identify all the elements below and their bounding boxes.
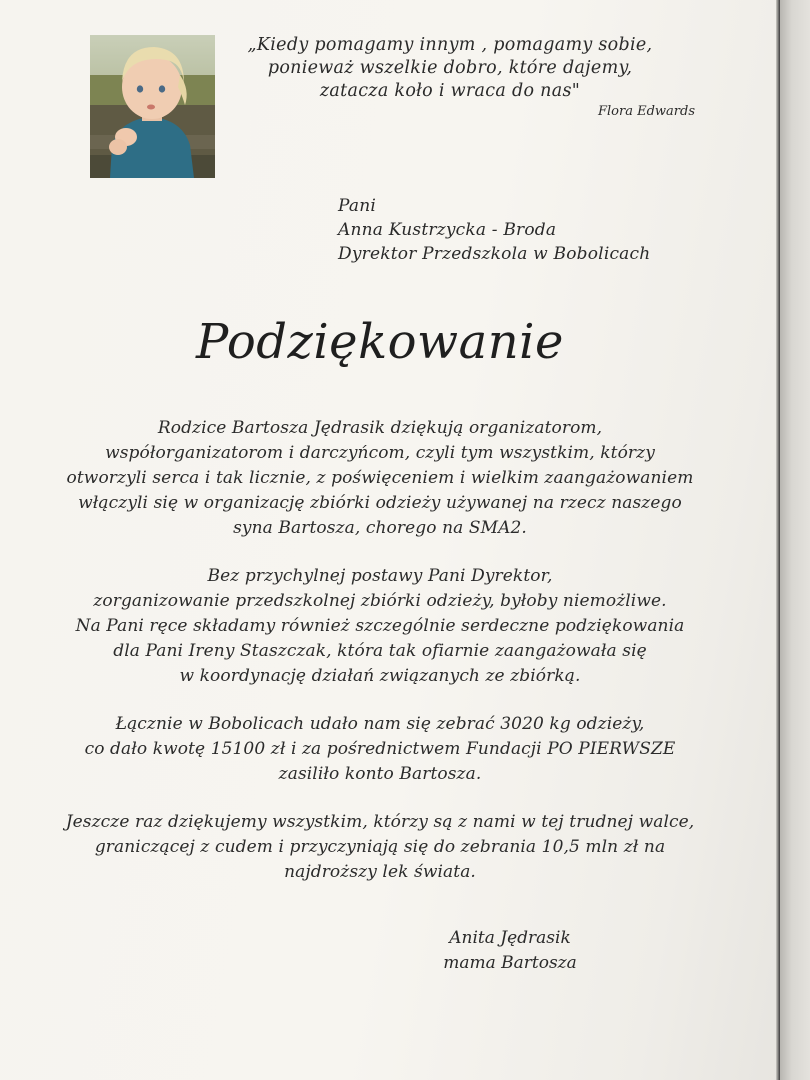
body-line: współorganizatorom i darczyńcom, czyli tym wszystkim, którzy	[105, 443, 655, 463]
signature-block	[410, 926, 610, 976]
quote-line: „Kiedy pomagamy innym , pomagamy sobie,	[247, 35, 653, 55]
body-line: otworzyli serca i tak licznie, z poświęceniem i wielkim zaangażowaniem	[66, 468, 694, 488]
body-line: w koordynację działań związanych ze zbiórką.	[179, 666, 581, 686]
child-photo-image	[90, 35, 215, 178]
quote-line: ponieważ wszelkie dobro, które dajemy,	[267, 58, 633, 78]
recipient-salutation: Pani	[338, 196, 376, 216]
signature-role: mama Bartosza	[443, 953, 577, 973]
recipient-name: Anna Kustrzycka - Broda	[338, 220, 557, 240]
body-line: włączyli się w organizację zbiórki odzieży używanej na rzecz naszego	[78, 493, 682, 513]
body-line: Bez przychylnej postawy Pani Dyrektor,	[207, 566, 553, 586]
letter-body	[30, 416, 730, 908]
recipient-block	[338, 194, 650, 266]
background-surface	[780, 0, 810, 1080]
motto-quote	[235, 34, 665, 103]
recipient-title: Dyrektor Przedszkola w Bobolicach	[338, 244, 651, 264]
body-line: Jeszcze raz dziękujemy wszystkim, którzy są z nami w tej trudnej walce,	[65, 812, 695, 832]
body-line: graniczącej z cudem i przyczyniają się do zebrania 10,5 mln zł na	[94, 837, 666, 857]
paragraph-result	[30, 712, 730, 787]
paragraph-thanks	[30, 416, 730, 541]
body-line: Na Pani ręce składamy również szczególnie serdeczne podziękowania	[75, 616, 685, 636]
body-line: dla Pani Ireny Staszczak, która tak ofiarnie zaangażowała się	[113, 641, 647, 661]
body-line: najdroższy lek świata.	[284, 862, 476, 882]
body-line: co dało kwotę 15100 zł i za pośrednictwem Fundacji PO PIERWSZE	[84, 739, 676, 759]
document-title: Podziękowanie	[196, 314, 564, 370]
body-line: syna Bartosza, chorego na SMA2.	[233, 518, 527, 538]
paragraph-closing	[30, 810, 730, 885]
paragraph-director	[30, 564, 730, 689]
child-photo	[90, 35, 215, 178]
body-line: Łącznie w Bobolicach udało nam się zebrać 3020 kg odzieży,	[115, 714, 645, 734]
signature-name: Anita Jędrasik	[449, 928, 571, 948]
body-line: Rodzice Bartosza Jędrasik dziękują organizatorom,	[157, 418, 603, 438]
quote-author: Flora Edwards	[598, 104, 695, 119]
body-line: zasiliło konto Bartosza.	[278, 764, 482, 784]
quote-line: zatacza koło i wraca do nas"	[319, 81, 581, 101]
body-line: zorganizowanie przedszkolnej zbiórki odzieży, byłoby niemożliwe.	[93, 591, 667, 611]
